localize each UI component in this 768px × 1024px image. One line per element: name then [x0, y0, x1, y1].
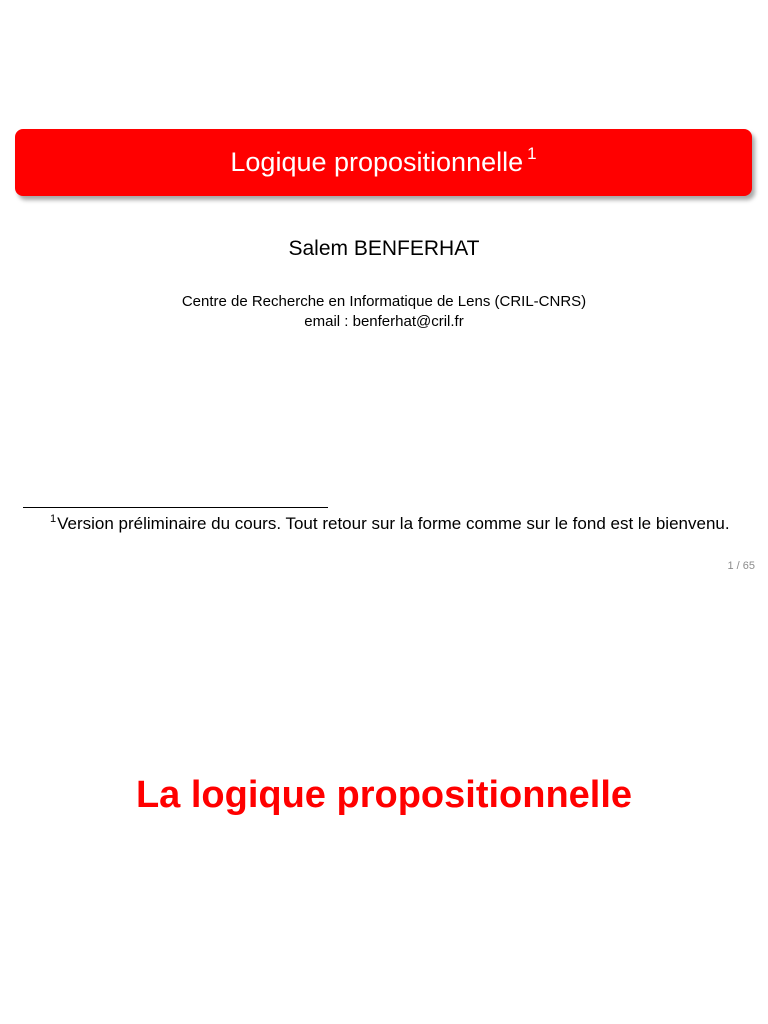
author-name: Salem BENFERHAT: [288, 237, 480, 260]
institute-block: [0, 292, 768, 332]
slide-title-text: Logique propositionnelle: [230, 147, 524, 177]
title-banner: [15, 129, 752, 196]
page-number: 1 / 65: [727, 560, 755, 572]
institute-name: Centre de Recherche en Informatique de Lens (CRIL-CNRS): [181, 293, 587, 310]
section-heading: La logique propositionnelle: [135, 774, 633, 816]
title-footnote-marker: 1: [527, 144, 537, 163]
footnote: [23, 512, 758, 538]
footnote-marker: 1: [50, 513, 57, 525]
author-email: email : benferhat@cril.fr: [304, 313, 464, 330]
footnote-text: Version préliminaire du cours. Tout retour sur la forme comme sur le fond est le bienvenu.: [57, 514, 730, 533]
slide-title: [230, 144, 537, 177]
footnote-divider: [23, 507, 328, 508]
